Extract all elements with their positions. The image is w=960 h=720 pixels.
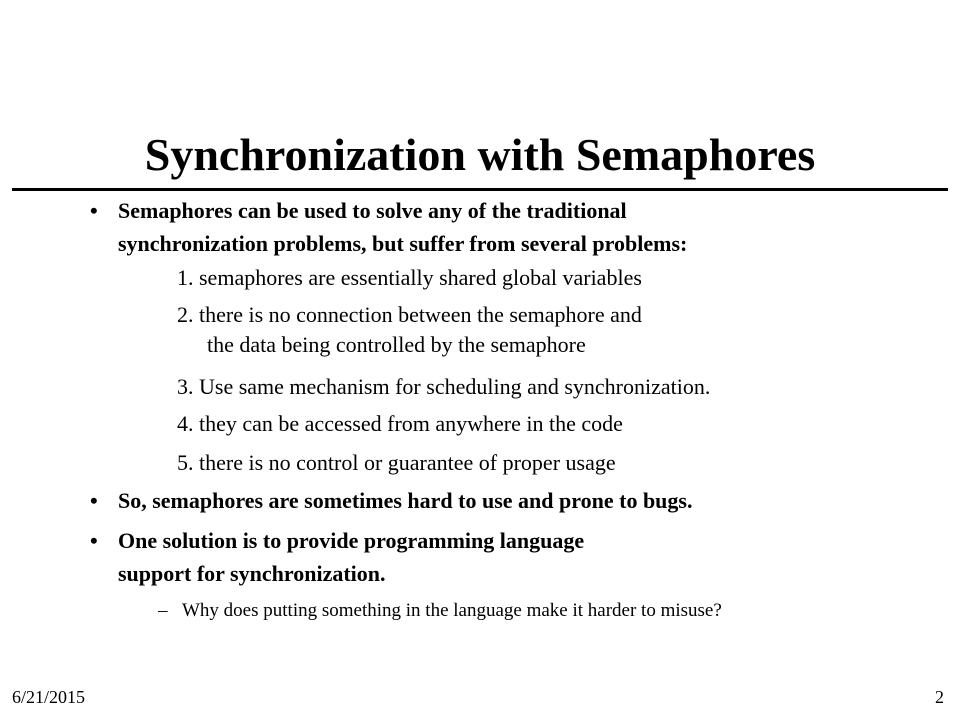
list-item-text: 1. semaphores are essentially shared global variables: [177, 265, 642, 290]
list-item-text: 2. there is no connection between the semaphore and: [177, 302, 642, 327]
list-item-text: 5. there is no control or guarantee of proper usage: [177, 450, 616, 475]
footer-date: 6/21/2015: [12, 687, 86, 707]
bullet-2-text: So, semaphores are sometimes hard to use and prone to bugs.: [118, 488, 693, 513]
list-item-continuation: the data being controlled by the semaphore: [207, 332, 586, 357]
bullet-1-line-1: Semaphores can be used to solve any of the traditional: [118, 198, 627, 223]
sub-bullet-text: Why does putting something in the language make it harder to misuse?: [182, 600, 722, 621]
bullet-1-line-2: synchronization problems, but suffer from several problems:: [118, 231, 688, 256]
list-item: [177, 409, 623, 439]
bullet-3-line-2: support for synchronization.: [118, 561, 386, 586]
bullet-mark: •: [90, 488, 98, 513]
bullet-mark: •: [90, 528, 98, 553]
title-divider: [12, 188, 948, 191]
bullet-mark: •: [90, 198, 98, 223]
list-item: [177, 263, 642, 293]
list-item: [177, 300, 642, 360]
list-item: [177, 448, 616, 478]
bullet-3-line-1: One solution is to provide programming language: [118, 528, 585, 553]
slide-title: Synchronization with Semaphores: [144, 129, 816, 180]
list-item: [177, 372, 710, 402]
bullet-3-text: [118, 524, 584, 590]
bullet-1-text: [118, 194, 687, 260]
list-item-text: 3. Use same mechanism for scheduling and synchronization.: [177, 374, 711, 399]
list-item-text: 4. they can be accessed from anywhere in the code: [177, 411, 623, 436]
sub-bullet: [158, 598, 722, 624]
page-number: 2: [935, 687, 944, 707]
sub-bullet-dash: –: [158, 600, 168, 621]
